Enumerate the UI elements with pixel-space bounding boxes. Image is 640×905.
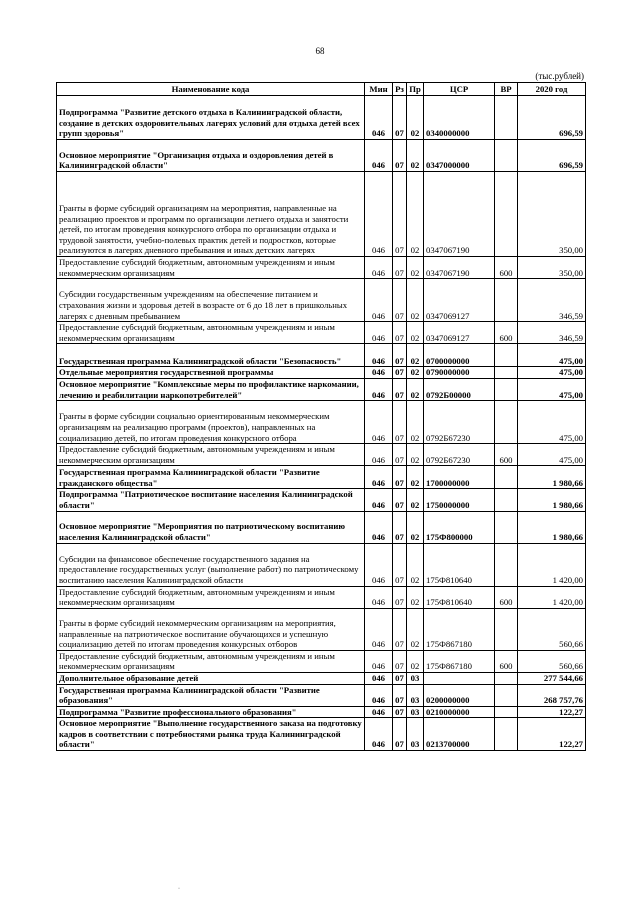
row-min: 046	[365, 672, 393, 684]
row-amount: 346,59	[518, 322, 586, 344]
col-header-name: Наименование кода	[57, 83, 365, 96]
row-csr: 175Ф810640	[424, 586, 495, 608]
row-rz: 07	[393, 672, 407, 684]
row-rz: 07	[393, 466, 407, 489]
row-pr: 02	[407, 489, 424, 511]
row-amount: 475,00	[518, 367, 586, 379]
row-rz: 07	[393, 96, 407, 140]
row-name: Предоставление субсидий бюджетным, автономным учреждениям и иным некоммерческим организациям	[57, 257, 365, 279]
row-name: Государственная программа Калининградской области "Безопасность"	[57, 344, 365, 367]
row-csr: 1700000000	[424, 466, 495, 489]
row-pr: 03	[407, 706, 424, 718]
row-rz: 07	[393, 650, 407, 672]
row-vr	[495, 378, 518, 400]
row-rz: 07	[393, 257, 407, 279]
row-pr: 02	[407, 344, 424, 367]
row-name: Гранты в форме субсидий некоммерческим организациям на мероприятия, направленные на патриотическое воспитание обучающихся и успешную социализацию детей по итогам проведения конкурсных отборов	[57, 608, 365, 650]
table-row	[57, 257, 586, 279]
table-row	[57, 608, 586, 650]
table-row	[57, 444, 586, 466]
row-amount: 350,00	[518, 172, 586, 257]
table-row	[57, 650, 586, 672]
row-min: 046	[365, 706, 393, 718]
row-vr	[495, 511, 518, 543]
budget-table	[56, 82, 586, 751]
row-csr: 0792Б67230	[424, 401, 495, 444]
row-rz: 07	[393, 444, 407, 466]
row-csr: 0347069127	[424, 279, 495, 322]
row-vr	[495, 706, 518, 718]
row-vr	[495, 96, 518, 140]
row-csr: 0200000000	[424, 684, 495, 706]
row-name: Предоставление субсидий бюджетным, автономным учреждениям и иным некоммерческим организациям	[57, 444, 365, 466]
row-min: 046	[365, 344, 393, 367]
row-amount: 696,59	[518, 140, 586, 172]
row-name: Основное мероприятие "Мероприятия по патриотическому воспитанию населения Калининградской области"	[57, 511, 365, 543]
row-vr: 600	[495, 586, 518, 608]
row-csr: 0792Б00000	[424, 378, 495, 400]
table-row	[57, 511, 586, 543]
row-rz: 07	[393, 322, 407, 344]
row-pr: 02	[407, 444, 424, 466]
table-row	[57, 718, 586, 751]
row-pr: 02	[407, 466, 424, 489]
row-pr: 02	[407, 96, 424, 140]
row-csr: 1750000000	[424, 489, 495, 511]
row-name: Субсидии государственным учреждениям на обеспечение питанием и страхования жизни и здоровья детей в возрасте от 6 до 18 лет в пришкольных лагерях с дневным пребыванием	[57, 279, 365, 322]
row-csr: 0340000000	[424, 96, 495, 140]
row-pr: 03	[407, 718, 424, 751]
row-amount: 475,00	[518, 444, 586, 466]
col-header-csr: ЦСР	[424, 83, 495, 96]
row-min: 046	[365, 140, 393, 172]
row-vr	[495, 279, 518, 322]
row-rz: 07	[393, 489, 407, 511]
row-amount: 1 420,00	[518, 586, 586, 608]
row-rz: 07	[393, 586, 407, 608]
row-name: Предоставление субсидий бюджетным, автономным учреждениям и иным некоммерческим организациям	[57, 586, 365, 608]
row-csr	[424, 672, 495, 684]
row-vr	[495, 608, 518, 650]
row-amount: 277 544,66	[518, 672, 586, 684]
row-vr	[495, 140, 518, 172]
row-pr: 03	[407, 672, 424, 684]
page-number: 68	[315, 46, 325, 56]
table-row	[57, 466, 586, 489]
row-rz: 07	[393, 279, 407, 322]
row-pr: 02	[407, 543, 424, 586]
row-name: Основное мероприятие "Комплексные меры по профилактике наркомании, лечению и реабилитации наркопотребителей"	[57, 378, 365, 400]
row-min: 046	[365, 511, 393, 543]
row-csr: 0347067190	[424, 172, 495, 257]
row-name: Отдельные мероприятия государственной программы	[57, 367, 365, 379]
row-min: 046	[365, 608, 393, 650]
row-amount: 268 757,76	[518, 684, 586, 706]
table-row	[57, 172, 586, 257]
table-header-row	[57, 83, 586, 96]
row-name: Предоставление субсидий бюджетным, автономным учреждениям и иным некоммерческим организациям	[57, 650, 365, 672]
row-min: 046	[365, 489, 393, 511]
row-rz: 07	[393, 511, 407, 543]
table-row	[57, 322, 586, 344]
row-pr: 02	[407, 401, 424, 444]
row-amount: 475,00	[518, 378, 586, 400]
row-pr: 03	[407, 684, 424, 706]
row-amount: 346,59	[518, 279, 586, 322]
row-min: 046	[365, 172, 393, 257]
row-pr: 02	[407, 140, 424, 172]
row-vr	[495, 543, 518, 586]
row-rz: 07	[393, 684, 407, 706]
table-row	[57, 378, 586, 400]
row-min: 046	[365, 466, 393, 489]
row-amount: 1 980,66	[518, 466, 586, 489]
table-row	[57, 96, 586, 140]
row-amount: 475,00	[518, 401, 586, 444]
row-amount: 1 420,00	[518, 543, 586, 586]
row-rz: 07	[393, 718, 407, 751]
col-header-year: 2020 год	[518, 83, 586, 96]
row-amount: 1 980,66	[518, 511, 586, 543]
row-name: Государственная программа Калининградской области "Развитие образования"	[57, 684, 365, 706]
table-row	[57, 672, 586, 684]
row-csr: 0347069127	[424, 322, 495, 344]
row-csr: 0700000000	[424, 344, 495, 367]
row-min: 046	[365, 684, 393, 706]
row-csr: 175Ф867180	[424, 608, 495, 650]
table-row	[57, 586, 586, 608]
row-pr: 02	[407, 172, 424, 257]
row-vr	[495, 672, 518, 684]
row-amount: 1 980,66	[518, 489, 586, 511]
row-csr: 0347067190	[424, 257, 495, 279]
row-min: 046	[365, 401, 393, 444]
table-row	[57, 279, 586, 322]
row-min: 046	[365, 257, 393, 279]
col-header-min: Мин	[365, 83, 393, 96]
row-amount: 475,00	[518, 344, 586, 367]
row-vr: 600	[495, 650, 518, 672]
row-vr	[495, 684, 518, 706]
row-rz: 07	[393, 706, 407, 718]
row-pr: 02	[407, 367, 424, 379]
row-min: 046	[365, 378, 393, 400]
row-rz: 07	[393, 608, 407, 650]
table-row	[57, 401, 586, 444]
row-pr: 02	[407, 511, 424, 543]
row-amount: 350,00	[518, 257, 586, 279]
row-rz: 07	[393, 378, 407, 400]
row-name: Гранты в форме субсидии социально ориентированным некоммерческим организациям на реализацию программ (проектов), направленных на социализацию детей, по итогам проведения конкурсного отбора	[57, 401, 365, 444]
col-header-vr: ВР	[495, 83, 518, 96]
row-min: 046	[365, 367, 393, 379]
row-csr: 175Ф800000	[424, 511, 495, 543]
row-csr: 0790000000	[424, 367, 495, 379]
row-pr: 02	[407, 378, 424, 400]
row-vr: 600	[495, 322, 518, 344]
row-rz: 07	[393, 367, 407, 379]
row-min: 046	[365, 96, 393, 140]
row-vr: 600	[495, 444, 518, 466]
row-min: 046	[365, 586, 393, 608]
row-rz: 07	[393, 401, 407, 444]
row-rz: 07	[393, 140, 407, 172]
row-min: 046	[365, 650, 393, 672]
row-vr: 600	[495, 257, 518, 279]
row-name: Основное мероприятие "Организация отдыха и оздоровления детей в Калининградской области"	[57, 140, 365, 172]
row-amount: 122,27	[518, 706, 586, 718]
row-name: Подпрограмма "Развитие детского отдыха в Калининградской области, создание в детских оздоровительных лагерях условий для отдыха детей всех групп здоровья"	[57, 96, 365, 140]
row-csr: 175Ф867180	[424, 650, 495, 672]
row-name: Подпрограмма "Развитие профессионального образования"	[57, 706, 365, 718]
table-row	[57, 543, 586, 586]
row-name: Субсидии на финансовое обеспечение государственного задания на предоставление государственных услуг (выполнение работ) по патриотическому воспитанию населения Калининградской области	[57, 543, 365, 586]
row-pr: 02	[407, 257, 424, 279]
units-label: (тыс.рублей)	[535, 71, 584, 81]
table-row	[57, 344, 586, 367]
row-min: 046	[365, 718, 393, 751]
row-amount: 560,66	[518, 650, 586, 672]
row-csr: 0213700000	[424, 718, 495, 751]
table-row	[57, 706, 586, 718]
row-csr: 0347000000	[424, 140, 495, 172]
row-pr: 02	[407, 608, 424, 650]
row-csr: 0210000000	[424, 706, 495, 718]
row-pr: 02	[407, 650, 424, 672]
row-vr	[495, 344, 518, 367]
row-vr	[495, 172, 518, 257]
row-amount: 560,66	[518, 608, 586, 650]
row-min: 046	[365, 279, 393, 322]
row-name: Подпрограмма "Патриотическое воспитание населения Калининградской области"	[57, 489, 365, 511]
table-row	[57, 684, 586, 706]
table-row	[57, 367, 586, 379]
row-name: Государственная программа Калининградской области "Развитие гражданского общества"	[57, 466, 365, 489]
row-name: Предоставление субсидий бюджетным, автономным учреждениям и иным некоммерческим организациям	[57, 322, 365, 344]
row-rz: 07	[393, 344, 407, 367]
row-vr	[495, 466, 518, 489]
row-vr	[495, 401, 518, 444]
row-csr: 0792Б67230	[424, 444, 495, 466]
row-pr: 02	[407, 279, 424, 322]
table-row	[57, 140, 586, 172]
row-rz: 07	[393, 172, 407, 257]
row-vr	[495, 718, 518, 751]
scan-dot: ·	[178, 886, 180, 892]
row-name: Дополнительное образование детей	[57, 672, 365, 684]
row-vr	[495, 367, 518, 379]
row-min: 046	[365, 444, 393, 466]
row-csr: 175Ф810640	[424, 543, 495, 586]
row-pr: 02	[407, 322, 424, 344]
row-rz: 07	[393, 543, 407, 586]
col-header-pr: Пр	[407, 83, 424, 96]
row-pr: 02	[407, 586, 424, 608]
row-min: 046	[365, 543, 393, 586]
table-row	[57, 489, 586, 511]
row-vr	[495, 489, 518, 511]
row-min: 046	[365, 322, 393, 344]
row-amount: 122,27	[518, 718, 586, 751]
row-name: Основное мероприятие "Выполнение государственного заказа на подготовку кадров в соответствии с потребностями рынка труда Калининградской области"	[57, 718, 365, 751]
row-name: Гранты в форме субсидий организациям на мероприятия, направленные на реализацию проектов и программ по организации летнего отдыха и занятости детей, по итогам проведения конкурсного отбора по организации отдыха и трудовой занятости, учебно-полевых практик детей и подростков, которые реализуются в лагерях дневного пребывания и иных детских лагерях	[57, 172, 365, 257]
col-header-rz: Рз	[393, 83, 407, 96]
row-amount: 696,59	[518, 96, 586, 140]
